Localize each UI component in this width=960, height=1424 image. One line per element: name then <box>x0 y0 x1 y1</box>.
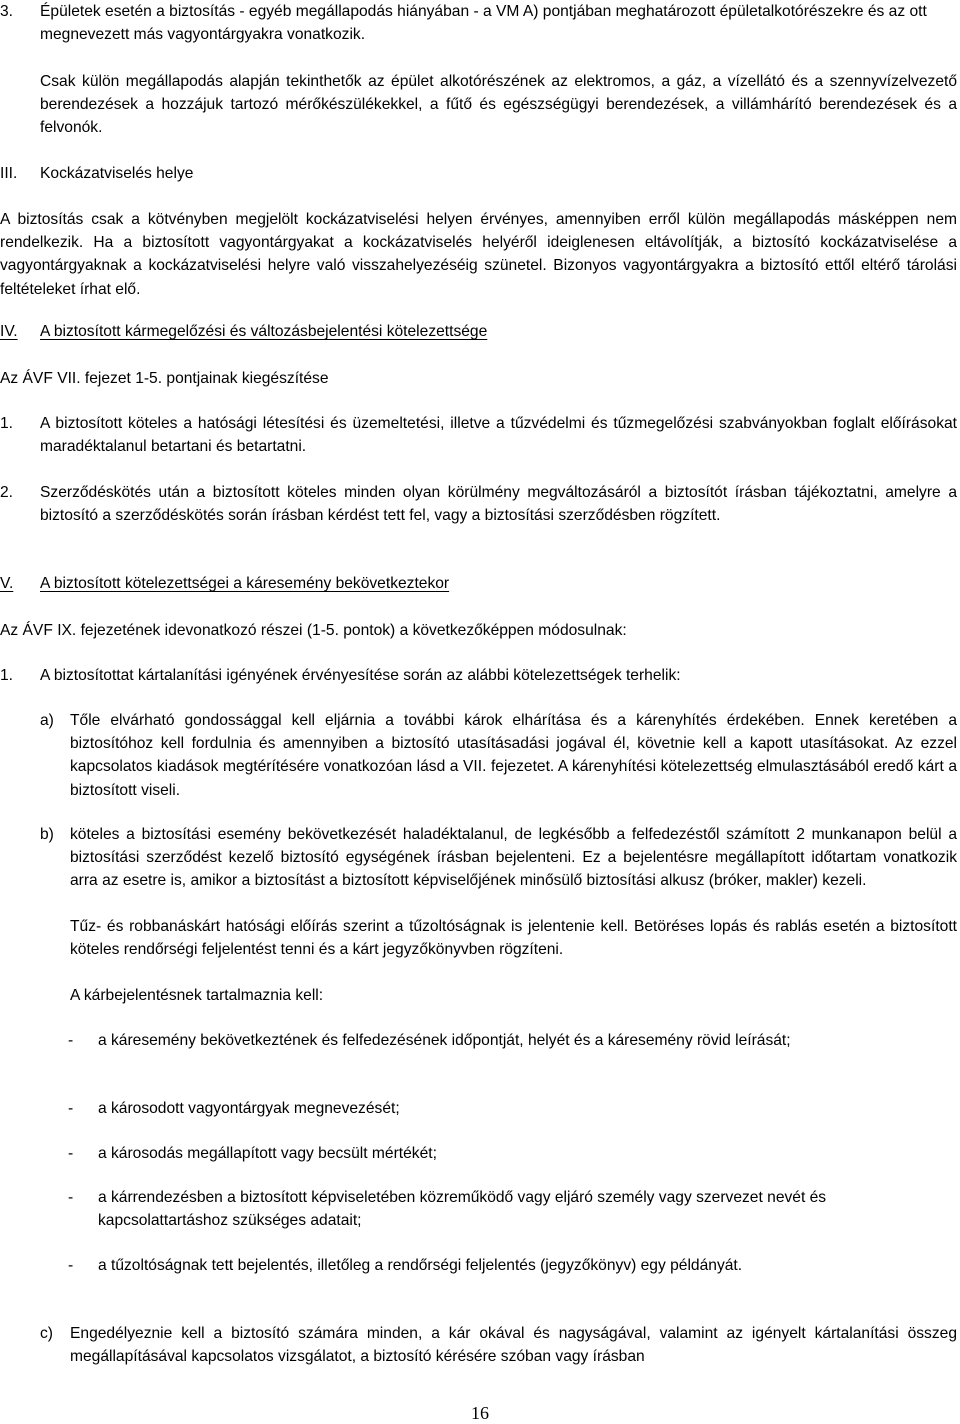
section-iii-text <box>0 208 957 301</box>
list-item-text: a tűzoltóságnak tett bejelentés, illetőleg a rendőrségi feljelentés (jegyzőkönyv) egy példányát. <box>98 1257 743 1274</box>
section-title: A biztosított kármegelőzési és változásbejelentési kötelezettsége <box>40 323 488 340</box>
section-heading-iv <box>0 320 957 343</box>
reference-text: Az ÁVF IX. fejezetének idevonatkozó részei (1-5. pontok) a következőképpen módosulnak: <box>0 622 627 639</box>
subpoint-text: Tőle elvárható gondossággal kell eljárnia a további károk elhárítása és a kárenyhítés érdekében. Ennek keretében a biztosítóhoz kell fordulnia és amennyiben a biztosító utasításadási jogával él, követnie kell a kapott utasításokat. Az ezzel kapcsolatos kiadások megtérítésére vonatkozóan lásd a VII. fejezetet. A kárenyhítési kötelezettség elmulasztásából eredő kárt a biztosított viseli. <box>70 712 957 799</box>
section-iv-point-2 <box>0 481 957 527</box>
subpoint-label: b) <box>40 826 54 843</box>
list-item-text: a károsodás megállapított vagy becsült mértékét; <box>98 1145 437 1162</box>
list-item <box>68 1254 957 1277</box>
paragraph-text: Csak külön megállapodás alapján tekinthetők az épület alkotórészének az elektromos, a gáz, a vízellátó és a szennyvízelvezető berendezések a hozzájuk tartozó mérőkészülékekkel, a fűtő és egészségügyi berendezések, a villámhárító berendezések és a felvonók. <box>40 73 957 137</box>
section-number: III. <box>0 165 18 182</box>
list-item-text: a kárrendezésben a biztosított képviseletében közreműködő vagy eljáró személy vagy szervezet nevét és kapcsolattartáshoz szükséges adatait; <box>98 1189 827 1230</box>
paragraph-3 <box>0 0 957 46</box>
section-iv-point-1 <box>0 412 957 458</box>
dash-bullet: - <box>68 1189 74 1206</box>
point-text: Szerződéskötés után a biztosított köteles minden olyan körülmény megváltozásáról a biztosítót írásban tájékoztatni, amelyre a biztosító a szerződéskötés során írásban kérdést tett fel, vagy a biztosítási szerződésben rögzített. <box>40 484 957 525</box>
subpoint-c <box>40 1322 957 1368</box>
point-text: A biztosított köteles a hatósági létesítési és üzemeltetési, illetve a tűzvédelmi és tűzmegelőzési szabványokban foglalt előírásokat maradéktalanul betartani és betartatni. <box>40 415 957 456</box>
section-title: A biztosított kötelezettségei a káresemény bekövetkeztekor <box>40 575 450 592</box>
section-number: IV. <box>0 323 18 340</box>
subpoint-a <box>40 709 957 802</box>
section-number: V. <box>0 575 14 592</box>
paragraph-3-continuation <box>40 70 957 140</box>
section-heading-v <box>0 572 957 595</box>
dash-bullet: - <box>68 1032 74 1049</box>
section-iv-reference <box>0 367 957 390</box>
section-v-reference <box>0 619 957 642</box>
dash-bullet: - <box>68 1100 74 1117</box>
point-number: 1. <box>0 667 14 684</box>
reference-text: Az ÁVF VII. fejezet 1-5. pontjainak kiegészítése <box>0 370 329 387</box>
point-number: 2. <box>0 484 14 501</box>
paragraph-text: Épületek esetén a biztosítás - egyéb megállapodás hiányában - a VM A) pontjában meghatározott épületalkotórészekre és az ott megnevezett más vagyontárgyakra vonatkozik. <box>40 3 927 44</box>
subpoint-text: köteles a biztosítási esemény bekövetkezését haladéktalanul, de legkésőbb a felfedezéstől számított 2 munkanapon belül a biztosítási szerződést kezelő biztosító egységének írásban bejelenteni. Ez a bejelentésre megállapított időtartam vonatkozik arra az esetre is, amikor a biztosítást a biztosított képviselőjének minősülő biztosítási alkusz (bróker, makler) kezeli. <box>70 826 957 890</box>
dash-bullet: - <box>68 1257 74 1274</box>
page-number: 16 <box>471 1403 489 1423</box>
subpoint-b-continuation <box>70 915 957 961</box>
dash-bullet: - <box>68 1145 74 1162</box>
paragraph-text: A biztosítás csak a kötvényben megjelölt kockázatviselési helyen érvényes, amennyiben erről külön megállapodás másképpen nem rendelkezik. Ha a biztosított vagyontárgyakat a kockázatviselés helyéről ideiglenesen eltávolítják, a biztosító kockázatviselése a vagyontárgyaknak a kockázatviselési helyre való visszahelyezéséig szünetel. Bizonyos vagyontárgyakra a biztosító ettől eltérő tárolási feltételeket írhat elő. <box>0 211 957 298</box>
list-item <box>68 1097 957 1120</box>
subpoint-b <box>40 823 957 893</box>
section-title: Kockázatviselés helye <box>40 165 194 182</box>
paragraph-text: Tűz- és robbanáskárt hatósági előírás szerint a tűzoltóságnak is jelentenie kell. Betöréses lopás és rablás esetén a biztosított köteles rendőrségi feljelentést tenni és a kárt jegyzőkönyvben rögzíteni. <box>70 918 957 959</box>
point-text: A biztosítottat kártalanítási igényének érvényesítése során az alábbi kötelezettségek terhelik: <box>40 667 681 684</box>
paragraph-number: 3. <box>0 3 14 20</box>
subpoint-text: Engedélyeznie kell a biztosító számára minden, a kár okával és nagyságával, valamint az igényelt kártalanítási összeg megállapításával kapcsolatos vizsgálatot, a biztosító kérésére szóban vagy írásban <box>70 1325 957 1366</box>
list-item-text: a károsodott vagyontárgyak megnevezését; <box>98 1100 400 1117</box>
paragraph-text: A kárbejelentésnek tartalmaznia kell: <box>70 987 324 1004</box>
point-number: 1. <box>0 415 14 432</box>
list-item <box>68 1186 957 1232</box>
report-contents-intro <box>70 984 957 1007</box>
subpoint-label: c) <box>40 1325 53 1342</box>
list-item-text: a káresemény bekövetkeztének és felfedezésének időpontját, helyét és a káresemény rövid leírását; <box>98 1032 791 1049</box>
list-item <box>68 1029 957 1052</box>
section-v-point-1 <box>0 664 957 687</box>
list-item <box>68 1142 957 1165</box>
section-heading-iii <box>0 162 957 185</box>
subpoint-label: a) <box>40 712 54 729</box>
